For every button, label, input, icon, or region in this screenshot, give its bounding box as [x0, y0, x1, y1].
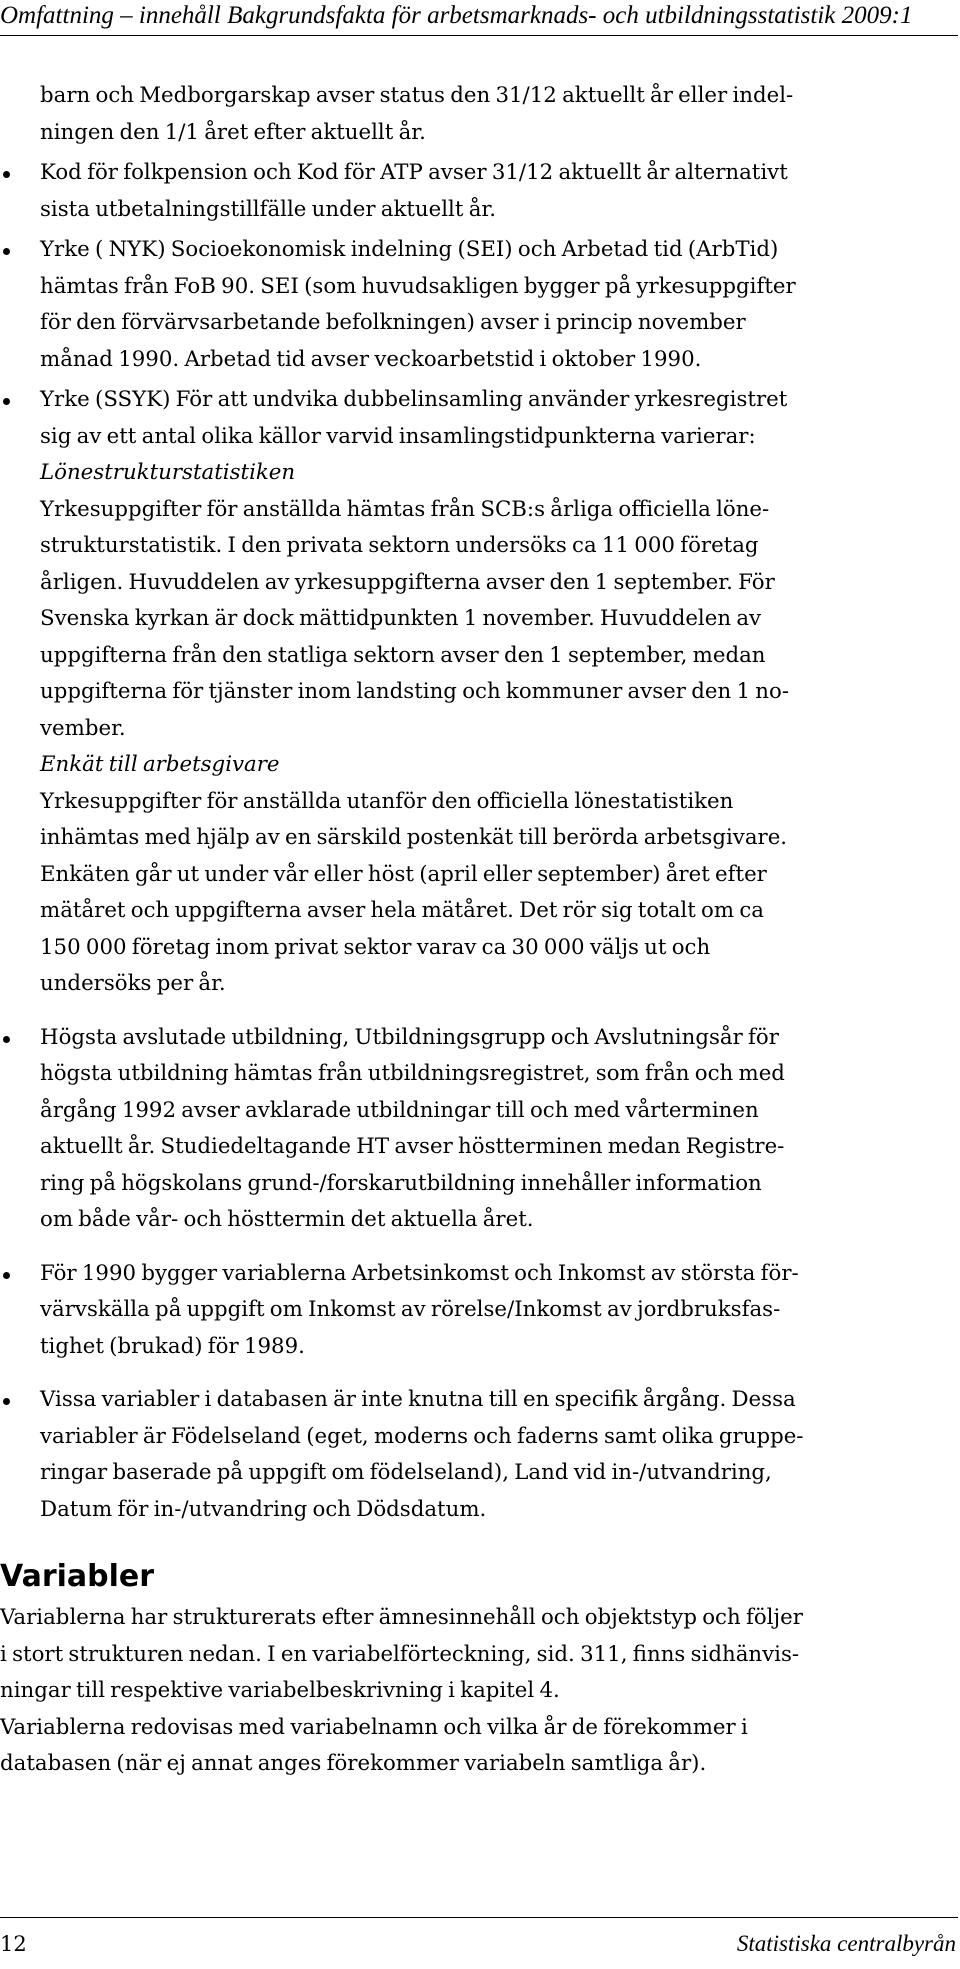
bullet-list — [0, 155, 956, 1528]
text-line: ningen den 1/1 året efter aktuellt år. — [40, 119, 426, 145]
text-line: mätåret och uppgifterna avser hela mätåret. Det rör sig totalt om ca — [40, 898, 764, 923]
section-paragraph-presentation — [0, 1710, 956, 1783]
text-line: barn och Medborgarskap avser status den 31/12 aktuellt år eller indel- — [40, 83, 794, 108]
bullet-icon — [3, 1036, 10, 1043]
bullet-icon — [3, 171, 10, 178]
text-line: tighet (brukad) för 1989. — [40, 1333, 305, 1359]
subheading-lonestruktur: Lönestrukturstatistiken — [40, 460, 296, 485]
running-header: Omfattning – innehåll Bakgrundsfakta för arbetsmarknads- och utbildningsstatistik 2009:1 — [0, 2, 913, 29]
text-line: årligen. Huvuddelen av yrkesuppgifterna avser den 1 september. För — [40, 569, 775, 595]
text-line: vember. — [40, 715, 126, 741]
page-number: 12 — [0, 1932, 27, 1956]
text-line: ring på högskolans grund-/forskarutbildning innehåller information — [40, 1170, 762, 1196]
bullet-icon — [3, 1272, 10, 1279]
text-line: i stort strukturen nedan. I en variabelförteckning, sid. 311, finns sidhänvis- — [0, 1641, 800, 1667]
header-rule — [0, 35, 958, 36]
text-line: 150 000 företag inom privat sektor varav ca 30 000 väljs ut och — [40, 934, 711, 960]
text-line: uppgifterna för tjänster inom landsting och kommuner avser den 1 no- — [40, 679, 790, 704]
section-heading-variabler: Variabler — [0, 1559, 155, 1594]
text-line: inhämtas med hjälp av en särskild postenkät till berörda arbetsgivare. — [40, 825, 788, 850]
text-line: Kod för folkpension och Kod för ATP avser 31/12 aktuellt år alternativt — [40, 160, 788, 185]
text-line: aktuellt år. Studiedeltagande HT avser höstterminen medan Registre- — [40, 1134, 785, 1159]
text-line: månad 1990. Arbetad tid avser veckoarbetstid i oktober 1990. — [40, 346, 702, 372]
section-paragraph-structure — [0, 1600, 956, 1710]
text-line: ringar baserade på uppgift om födelseland), Land vid in-/utvandring, — [40, 1460, 772, 1485]
bullet-icon — [3, 248, 10, 255]
subheading-enkat: Enkät till arbetsgivare — [40, 752, 280, 777]
text-line: ningar till respektive variabelbeskrivning i kapitel 4. — [0, 1678, 560, 1703]
text-line: uppgifterna från den statliga sektorn avser den 1 september, medan — [40, 642, 766, 668]
bullet-item-inkomst — [0, 1256, 956, 1366]
publisher-name: Statistiska centralbyrån — [736, 1931, 956, 1956]
text-line: För 1990 bygger variablerna Arbetsinkomst och Inkomst av största för- — [40, 1260, 799, 1286]
text-line: Vissa variabler i databasen är inte knutna till en specifik årgång. Dessa — [40, 1387, 796, 1412]
text-line: Enkäten går ut under vår eller höst (april eller september) året efter — [40, 861, 767, 887]
page-body — [0, 78, 956, 1783]
footer-rule — [0, 1917, 958, 1918]
bullet-item-yrke-nyk — [0, 232, 956, 378]
bullet-item-pension-codes — [0, 155, 956, 228]
text-line: Yrke ( NYK) Socioekonomisk indelning (SEI) och Arbetad tid (ArbTid) — [40, 237, 779, 262]
continuation-paragraph — [0, 78, 956, 151]
text-line: om både vår- och hösttermin det aktuella året. — [40, 1207, 534, 1232]
bullet-item-vissa-variabler — [0, 1382, 956, 1528]
text-line: Svenska kyrkan är dock mättidpunkten 1 november. Huvuddelen av — [40, 606, 762, 631]
bullet-item-utbildning — [0, 1020, 956, 1239]
text-line: Högsta avslutade utbildning, Utbildningsgrupp och Avslutningsår för — [40, 1024, 779, 1050]
text-line: Datum för in-/utvandring och Dödsdatum. — [40, 1496, 487, 1522]
text-line: Variablerna redovisas med variabelnamn och vilka år de förekommer i — [0, 1714, 748, 1740]
text-line: Yrkesuppgifter för anställda hämtas från SCB:s årliga officiella löne- — [40, 496, 770, 522]
bullet-icon — [3, 1398, 10, 1405]
bullet-item-yrke-ssyk — [0, 382, 956, 1003]
text-line: variabler är Födelseland (eget, moderns och faderns samt olika gruppe- — [40, 1423, 804, 1449]
text-line: undersöks per år. — [40, 971, 226, 996]
text-line: Yrkesuppgifter för anställda utanför den officiella lönestatistiken — [40, 788, 734, 814]
text-line: sista utbetalningstillfälle under aktuellt år. — [40, 196, 497, 222]
bullet-icon — [3, 398, 10, 405]
text-line: databasen (när ej annat anges förekommer variabeln samtliga år). — [0, 1751, 707, 1776]
text-line: för den förvärvsarbetande befolkningen) avser i princip november — [40, 310, 746, 335]
text-line: högsta utbildning hämtas från utbildningsregistret, som från och med — [40, 1061, 785, 1086]
text-line: årgång 1992 avser avklarade utbildningar till och med vårterminen — [40, 1097, 759, 1123]
text-line: hämtas från FoB 90. SEI (som huvudsakligen bygger på yrkesuppgifter — [40, 273, 796, 299]
text-line: Variablerna har strukturerats efter ämnesinnehåll och objektstyp och följer — [0, 1605, 803, 1630]
text-line: Yrke (SSYK) För att undvika dubbelinsamling använder yrkesregistret — [40, 387, 788, 412]
text-line: värvskälla på uppgift om Inkomst av rörelse/Inkomst av jordbruksfas- — [40, 1297, 781, 1322]
text-line: strukturstatistik. I den privata sektorn undersöks ca 11 000 företag — [40, 533, 759, 558]
text-line: sig av ett antal olika källor varvid insamlingstidpunkterna varierar: — [40, 423, 756, 449]
